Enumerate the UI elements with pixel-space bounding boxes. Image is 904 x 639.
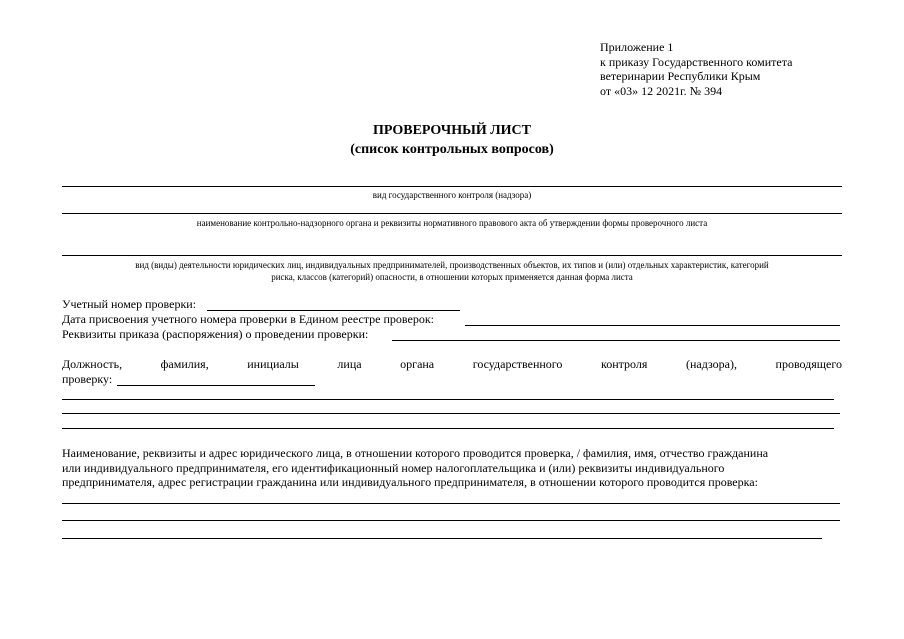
entity-label-line: или индивидуального предпринимателя, его идентификационный номер налогоплательщика и (или) реквизиты индивидуального [62,460,725,475]
account-number-field[interactable] [207,310,460,311]
order-details-field[interactable] [392,340,840,341]
assignment-date-label: Дата присвоения учетного номера проверки в Едином реестре проверок: [62,312,435,326]
entity-label [62,446,842,490]
appendix-block [600,40,792,98]
authority-line[interactable] [62,213,842,214]
activity-line[interactable] [62,255,842,256]
official-label-line2: проверку: [62,372,113,386]
official-word: лица [337,357,362,371]
official-word: Должность, [62,357,123,371]
activity-caption-line2: риска, классов (категорий) опасности, в отношении которых применяется данная форма листа [271,272,633,282]
order-details-label: Реквизиты приказа (распоряжения) о проведении проверки: [62,327,369,341]
entity-label-line: предпринимателя, адрес регистрации гражданина или индивидуального предпринимателя, в отношении которого проводится проверка: [62,475,758,489]
official-word: (надзора), [685,357,737,371]
official-blank-line[interactable] [62,428,834,429]
entity-blank-line[interactable] [62,538,822,539]
appendix-line: к приказу Государственного комитета [600,54,793,69]
official-word: контроля [601,357,648,371]
page-subtitle: (список контрольных вопросов) [350,142,554,157]
entity-blank-line[interactable] [62,503,840,504]
entity-label-line: Наименование, реквизиты и адрес юридического лица, в отношении которого проводится проверка, / фамилия, имя, отчество гражданина [62,446,769,460]
appendix-line: ветеринарии Республики Крым [600,69,761,83]
control-type-caption: вид государственного контроля (надзора) [372,190,532,200]
official-word: органа [400,357,435,371]
official-field[interactable] [117,385,315,386]
entity-blank-line[interactable] [62,520,840,521]
activity-caption-line1: вид (виды) деятельности юридических лиц, индивидуальных предпринимателей, производственных объектов, их типов и (или) отдельных характеристик, категорий [135,260,769,270]
official-blank-line[interactable] [62,413,840,414]
appendix-order-date: от «03» 12 2021г. № 394 [600,83,723,98]
official-word: фамилия, [160,357,209,371]
official-word: проводящего [775,357,842,371]
official-label-line1 [62,357,842,371]
official-word: инициалы [247,357,299,371]
control-type-line[interactable] [62,186,842,187]
appendix-line: Приложение 1 [600,40,674,54]
authority-caption: наименование контрольно-надзорного органа и реквизиты нормативного правового акта об утверждении формы проверочного листа [196,218,708,228]
page-title: ПРОВЕРОЧНЫЙ ЛИСТ [372,123,531,138]
account-number-label: Учетный номер проверки: [62,297,197,311]
official-word: государственного [472,357,563,371]
assignment-date-field[interactable] [465,325,840,326]
official-blank-line[interactable] [62,399,834,400]
